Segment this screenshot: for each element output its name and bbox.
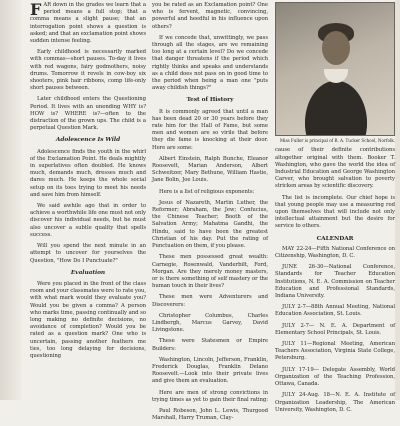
- opening-paragraph: [30, 2, 146, 45]
- calendar-event: JULY 2-7—88th Annual Meeting, National Education Association, St. Louis.: [275, 304, 395, 318]
- paragraph: you be rated as an Exclamation point? One who is fervent, magnetic, convincing, powerful and heedful in his influence upon others?: [152, 2, 268, 30]
- paragraph: Were you placed in the front of the class room and your classmates were to rate you, with what mark would they evaluate you? Would you be given a comma? A person who marks time, passing continually and so long making no definite decisions, no avoidance of completion? Would you be rated as a question mark? One who is uncertain, passing another feathers me ties, too long delaying for decisions, questioning: [30, 280, 147, 359]
- portrait-collar: [324, 69, 348, 83]
- calendar-event: JUNE 26-30—National Conference, Standards for Teacher Education Institutions, N. E. A. Commission on Teacher Education and Professional Standards, Indiana University.: [275, 264, 395, 300]
- paragraph: Adolescence finds the youth in the whirl of the Exclamation Point. He deals mightily in superlatives often doubled. He knows much, demands much, dresses much and dares much. He keeps the whole social setup on its toes trying to meet his needs and save him from himself.: [30, 148, 146, 198]
- paragraph: Paul Robeson, John L. Lewis, Thurgood Marshall, Harry Truman, Clay-: [152, 407, 268, 422]
- opening-text: AR down in the grades we learn that a period means a full stop; that a comma means a slight pause; that an interrogation point shows a question is asked; and that an exclamation point shows sudden intense feeling.: [30, 2, 146, 45]
- paragraph: Will you spend the next minute in an attempt to uncover for yourselves the Question, "How Do I Punctuate?": [30, 243, 146, 264]
- paragraph: It is commonly agreed that until a man has been dead 20 or 30 years before they rate him for the Hall of Fame, but some men and women are so virile that before they die fame is knocking at their door. Here are some:: [152, 108, 268, 151]
- article-column-3: [275, 2, 395, 418]
- paragraph: The list is incomplete. Our chief hope is that young people may use a measuring rod upon themselves that will include not only intellectual attainment but the desire for service to others.: [275, 194, 395, 230]
- paragraph: Here is a list of religious exponents:: [159, 188, 255, 195]
- calendar-event: JULY 24-Aug. 18—N. E. A. Institute of Organization Leadership, The American University, Washington, D. C.: [275, 392, 395, 413]
- paragraph: Washington, Lincoln, Jefferson, Franklin, Frederick Douglas, Franklin Delano Roosevelt.—Look into their private lives and give them an evaluation.: [152, 356, 268, 385]
- paragraph: Christopher Columbus, Charles Lindbergh, Marcus Garvey, David Livingstone.: [152, 312, 268, 334]
- paragraph: Here are men of strong convictions in trying times as yet to gain their final rating:: [152, 389, 268, 403]
- paragraph: cause of their definite contributions altogether original with them. Booker T. Washington, who gave the world the idea of Industrial Education and George Washington Carver, who brought salvation to poverty stricken areas by scientific discovery.: [275, 147, 395, 190]
- article-column-2: [152, 2, 268, 426]
- paragraph: These men possessed great wealth: Carnegie, Rosenwald, Vanderbilt, Ford, Morgan. Are they merely money masters, or is there something of self mastery or the human touch in their lives?: [152, 254, 268, 290]
- drop-cap: F: [30, 0, 42, 19]
- portrait-photo: [275, 2, 395, 136]
- paragraph: Early childhood is necessarily marked with commas—short pauses. To-day it lives with red wagons, fairy godmothers, noisy drums. Tomorrow it revels in cow-boy six shooters, pink hair ribbons, comp life-only short pauses between.: [30, 49, 146, 92]
- paragraph: These men were Adventurers and Discoverers:: [152, 294, 268, 308]
- calendar-event: JULY 17-19— Delegate Assembly, World Organization of the Teaching Profession, Ottawa, Canada.: [275, 366, 395, 388]
- paragraph: Albert Einstein, Ralph Bunche, Eleanor Roosevelt, Marian Anderson, Albert Schweitzer, Mary Bethune, William Hastie, Jane Bolin, Joe Louis.: [152, 155, 268, 184]
- page-gutter: [0, 0, 22, 400]
- section-heading: Test of History: [186, 97, 234, 104]
- photo-caption: Miss Fuller is principal of R. A. Tucker School, Norfolk.: [279, 138, 395, 143]
- paragraph: If we concede that, unwittingly, we pass through all the stages, are we remaining too long at a certain level? Do we concede that danger threatens if the period which rightly thinks and speaks and understands as a child does not pass on in good time to the period when being a man one "puts away childish things?": [152, 34, 268, 92]
- article-column-1: [30, 2, 146, 364]
- page-edge: [395, 0, 400, 400]
- section-heading: Adolescence Is Wild: [55, 137, 121, 144]
- paragraph: We said awhile ago that in order to achieve a worthwhile life one must not only discover his individual needs, but he must also uncover a subtle quality that spells success.: [30, 203, 146, 238]
- calendar-heading: CALENDAR: [316, 235, 354, 242]
- calendar-event: MAY 22-24—Fifth National Conference on Citizenship, Washington, D. C.: [275, 245, 395, 260]
- portrait-face: [322, 31, 350, 65]
- calendar-event: JULY 2-7— N. E. A. Department of Elementary School Principals, St. Louis.: [275, 322, 395, 336]
- calendar-event: JULY 11—Regional Meeting, American Teachers Association, Virginia State College, Petersburg.: [275, 341, 395, 362]
- paragraph: Jesus of Nazareth, Martin Luther, the Reformer; Abraham, the Jew; Confucius, the Chinese Teacher; Booth of the Salvation Army; Mahatma Gandhi, the Hindu, said to have been the greatest Christian of his day. Put the rating of Punctuation on them, if you please.: [152, 199, 268, 250]
- paragraph: Later childhood enters the Questioning Period. It lives with an unending WHY is? HOW is? WHERE is?—often to the distraction of the grown ups. The child is a perpetual Question Mark.: [30, 96, 146, 132]
- section-heading: Evaluation: [70, 269, 106, 276]
- paragraph: These were Statesmen or Empire Builders:: [152, 338, 268, 352]
